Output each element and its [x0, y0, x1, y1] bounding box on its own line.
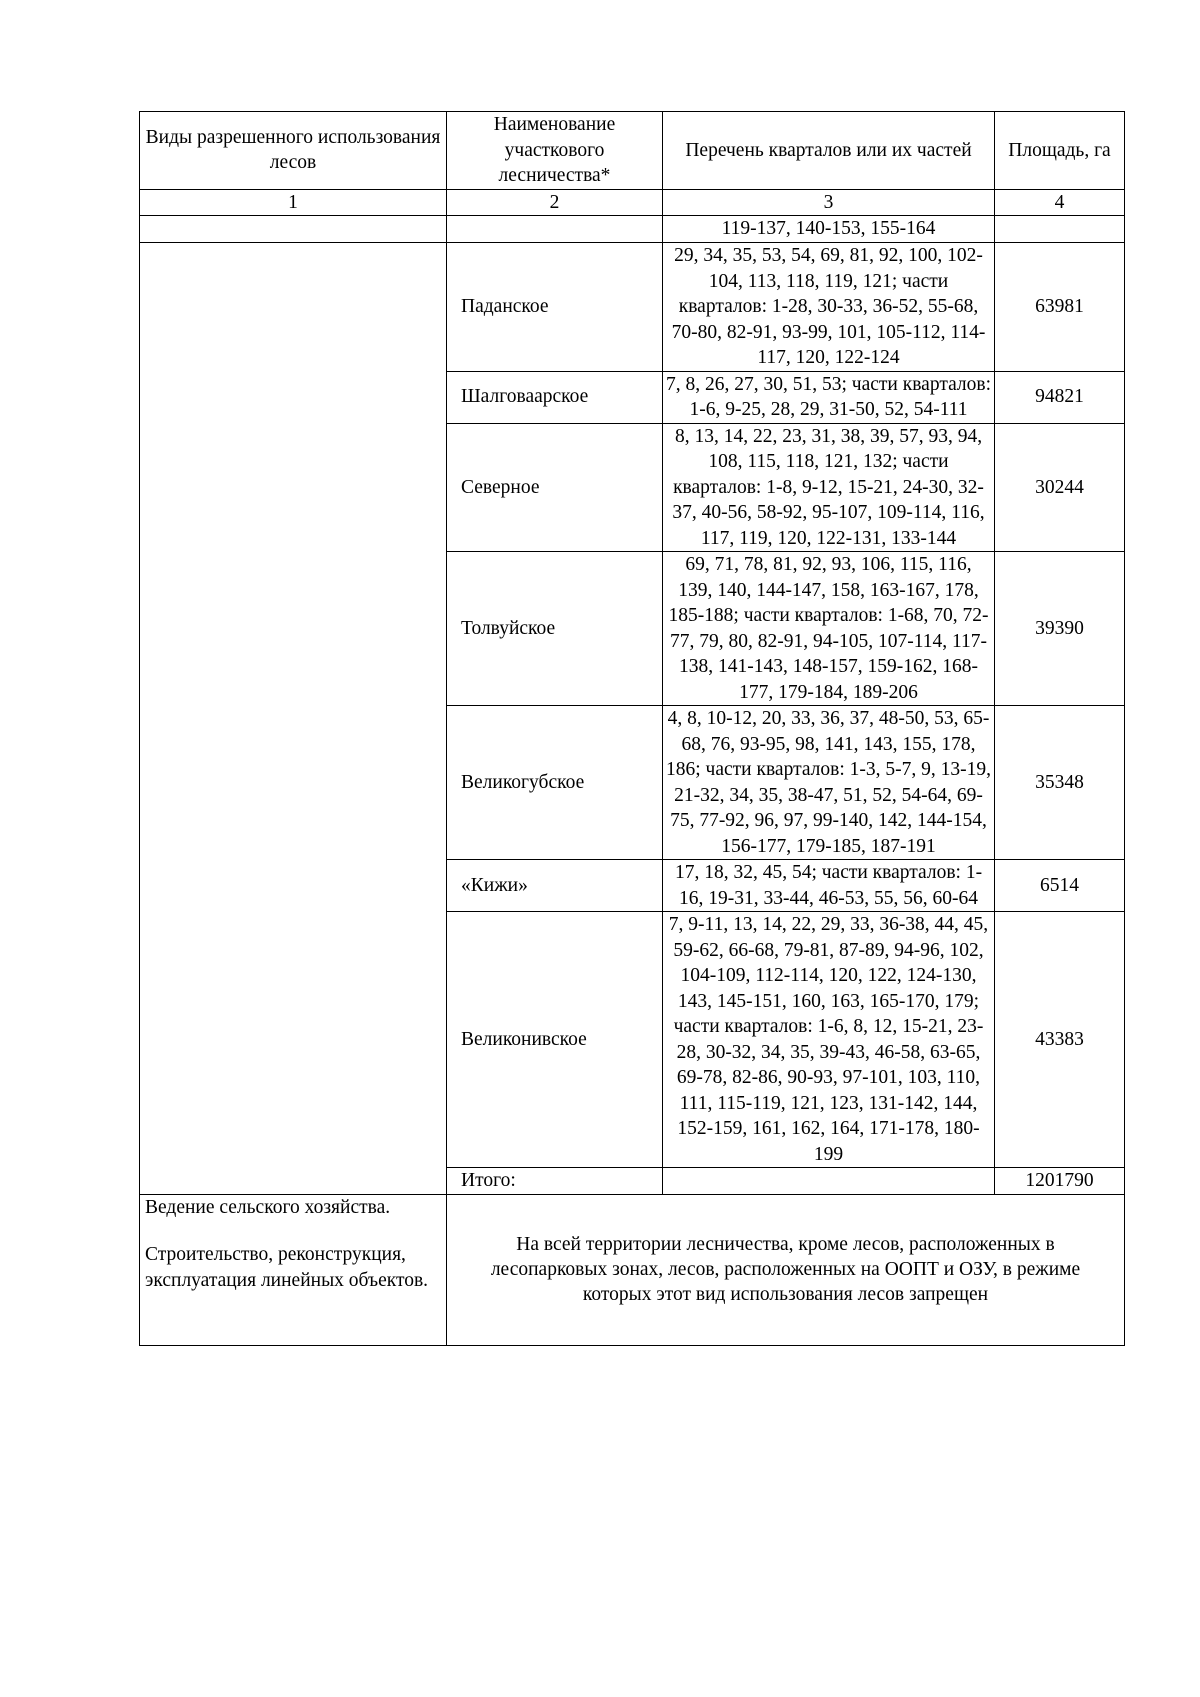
- forestry-name-cell: Толвуйское: [447, 552, 663, 706]
- area-cell: 30244: [995, 423, 1125, 552]
- quarters-cell: 4, 8, 10-12, 20, 33, 36, 37, 48-50, 53, 65-68, 76, 93-95, 98, 141, 143, 155, 178, 186; части кварталов: 1-3, 5-7, 9, 13-19, 21-32, 34, 35, 38-47, 51, 52, 54-64, 69-75, 77-92, 96, 97, 99-140, 142, 144-154, 156-177, 179-185, 187-191: [663, 706, 995, 860]
- empty-cell: [140, 216, 447, 243]
- column-number: 2: [447, 189, 663, 216]
- quarters-cell: 69, 71, 78, 81, 92, 93, 106, 115, 116, 139, 140, 144-147, 158, 163-167, 178, 185-188; части кварталов: 1-68, 70, 72-77, 79, 80, 82-91, 94-105, 107-114, 117-138, 141-143, 148-157, 159-162, 168-177, 179-184, 189-206: [663, 552, 995, 706]
- table-row: [140, 243, 1125, 372]
- use-type-linear-objects: Строительство, реконструкция, эксплуатация линейных объектов.: [145, 1244, 429, 1291]
- forestry-name-cell: Северное: [447, 423, 663, 552]
- use-type-cell: [140, 1194, 447, 1345]
- quarters-cell: 17, 18, 32, 45, 54; части кварталов: 1-16, 19-31, 33-44, 46-53, 55, 56, 60-64: [663, 860, 995, 912]
- header-forestry-name: Наименование участкового лесничества*: [447, 112, 663, 190]
- forestry-name-cell: Паданское: [447, 243, 663, 372]
- quarters-cell: 119-137, 140-153, 155-164: [663, 216, 995, 243]
- column-number: 1: [140, 189, 447, 216]
- forest-use-table: [139, 111, 1125, 1346]
- quarters-cell: 7, 8, 26, 27, 30, 51, 53; части кварталов: 1-6, 9-25, 28, 29, 31-50, 52, 54-111: [663, 371, 995, 423]
- total-area: 1201790: [995, 1168, 1125, 1195]
- use-type-agriculture: Ведение сельского хозяйства.: [145, 1196, 391, 1218]
- empty-cell: [663, 1168, 995, 1195]
- empty-cell: [995, 216, 1125, 243]
- area-cell: 94821: [995, 371, 1125, 423]
- empty-cell: [447, 216, 663, 243]
- table-header-row: [140, 112, 1125, 190]
- header-use-types: Виды разрешенного использования лесов: [140, 112, 447, 190]
- forestry-name-cell: Великонивское: [447, 912, 663, 1168]
- last-row: [140, 1194, 1125, 1345]
- area-cell: 35348: [995, 706, 1125, 860]
- header-quarters-list: Перечень кварталов или их частей: [663, 112, 995, 190]
- area-cell: 63981: [995, 243, 1125, 372]
- forestry-name-cell: Великогубское: [447, 706, 663, 860]
- area-cell: 6514: [995, 860, 1125, 912]
- column-number: 4: [995, 189, 1125, 216]
- spacer: [145, 1220, 443, 1242]
- area-cell: 43383: [995, 912, 1125, 1168]
- forestry-name-cell: Шалговаарское: [447, 371, 663, 423]
- area-cell: 39390: [995, 552, 1125, 706]
- territory-note: На всей территории лесничества, кроме лесов, расположенных в лесопарковых зонах, лесов, расположенных на ООПТ и ОЗУ, в режиме которых этот вид использования лесов запрещен: [447, 1194, 1125, 1345]
- column-number: 3: [663, 189, 995, 216]
- column-number-row: [140, 189, 1125, 216]
- forestry-name-cell: «Кижи»: [447, 860, 663, 912]
- quarters-cell: 7, 9-11, 13, 14, 22, 29, 33, 36-38, 44, 45, 59-62, 66-68, 79-81, 87-89, 94-96, 102, 104-109, 112-114, 120, 122, 124-130, 143, 145-151, 160, 163, 165-170, 179; части кварталов: 1-6, 8, 12, 15-21, 23-28, 30-32, 34, 35, 39-43, 46-58, 63-65, 69-78, 82-86, 90-93, 97-101, 103, 110, 111, 115-119, 121, 123, 131-142, 144, 152-159, 161, 162, 164, 171-178, 180-199: [663, 912, 995, 1168]
- header-area: Площадь, га: [995, 112, 1125, 190]
- quarters-cell: 29, 34, 35, 53, 54, 69, 81, 92, 100, 102-104, 113, 118, 119, 121; части кварталов: 1-28, 30-33, 36-52, 55-68, 70-80, 82-91, 93-99, 101, 105-112, 114-117, 120, 122-124: [663, 243, 995, 372]
- quarters-cell: 8, 13, 14, 22, 23, 31, 38, 39, 57, 93, 94, 108, 115, 118, 121, 132; части кварталов: 1-8, 9-12, 15-21, 24-30, 32-37, 40-56, 58-92, 95-107, 109-114, 116, 117, 119, 120, 122-131, 133-144: [663, 423, 995, 552]
- continued-row: [140, 216, 1125, 243]
- total-label: Итого:: [447, 1168, 663, 1195]
- use-type-cell-empty: [140, 243, 447, 1195]
